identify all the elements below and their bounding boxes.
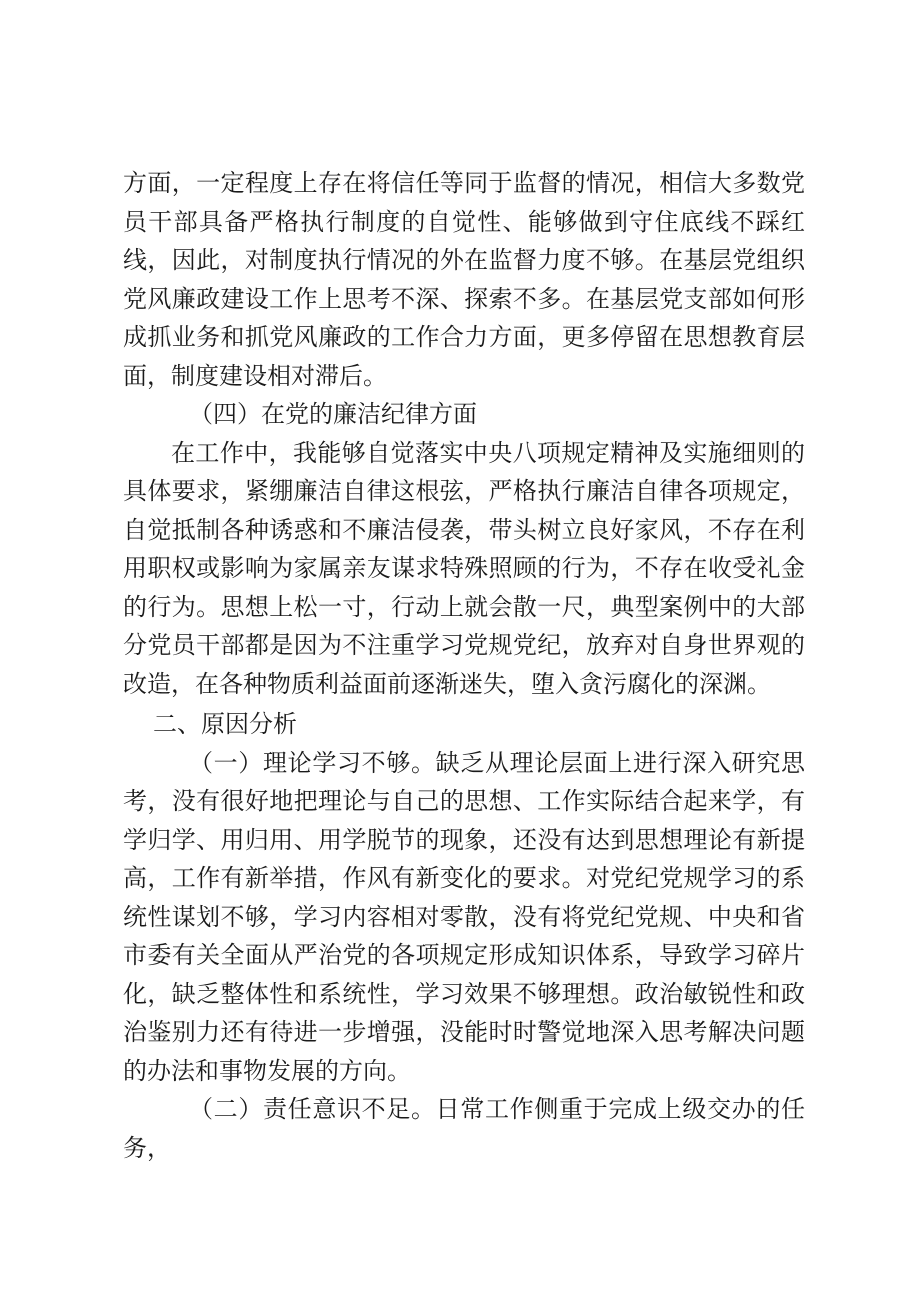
section-heading-cause-analysis: 二、原因分析: [153, 710, 297, 738]
paragraph-cause-responsibility: （二）责任意识不足。日常工作侧重于完成上级交办的任务，: [123, 1095, 805, 1162]
paragraph-integrity-discipline: 在工作中，我能够自觉落实中央八项规定精神及实施细则的具体要求，紧绷廉洁自律这根弦，严格执行廉洁自律各项规定，自觉抵制各种诱惑和不廉洁侵袭，带头树立良好家风，不存在利用职权或影响为家属亲友谋求特殊照顾的行为，不存在收受礼金的行为。思想上松一寸，行动上就会散一尺，典型案例中的大部分党员干部都是因为不注重学习党规党纪，放弃对自身世界观的改造，在各种物质利益面前逐渐迷失，堕入贪污腐化的深渊。: [123, 438, 805, 698]
paragraph-cause-theory-study: （一）理论学习不够。缺乏从理论层面上进行深入研究思考，没有很好地把理论与自己的思想、工作实际结合起来学，有学归学、用归用、用学脱节的现象，还没有达到思想理论有新提高，工作有新举措，作风有新变化的要求。对党纪党规学习的系统性谋划不够，学习内容相对零散，没有将党纪党规、中央和省市委有关全面从严治党的各项规定形成知识体系，导致学习碎片化，缺乏整体性和系统性，学习效果不够理想。政治敏锐性和政治鉴别力还有待进一步增强，没能时时警觉地深入思考解决问题的办法和事物发展的方向。: [123, 748, 805, 1085]
paragraph-continuation: 方面，一定程度上存在将信任等同于监督的情况，相信大多数党员干部具备严格执行制度的自觉性、能够做到守住底线不踩红线，因此，对制度执行情况的外在监督力度不够。在基层党组织党风廉政建设工作上思考不深、探索不多。在基层党支部如何形成抓业务和抓党风廉政的工作合力方面，更多停留在思想教育层面，制度建设相对滞后。: [123, 169, 805, 390]
document-body: [123, 164, 805, 1167]
subheading-four: （四）在党的廉洁纪律方面: [189, 400, 477, 428]
